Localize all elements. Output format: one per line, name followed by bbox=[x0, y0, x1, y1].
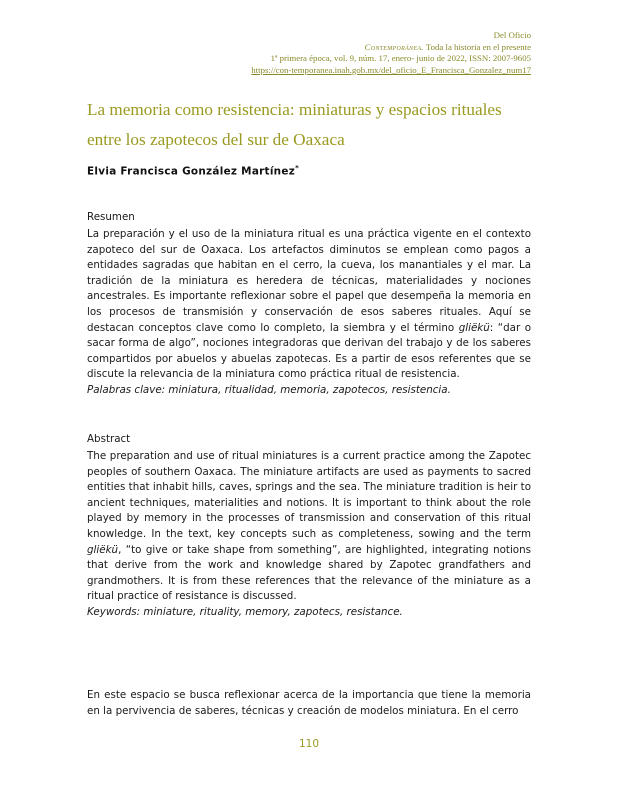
resumen-text-part-1: La preparación y el uso de la miniatura ritual es una práctica vigente en el contexto zapoteco del sur de Oaxaca. Los artefactos diminutos se emplean como pagos a entidades sagradas que habitan en el cerro, la cueva, los manantiales y el mar. La tradición de la miniatura es heredera de técnicas, materialidades y nociones ancestrales. Es importante reflexionar sobre el papel que desempeña la memoria en los procesos de transmisión y conservación de esos saberes rituales. Aquí se destacan conceptos clave como lo completo, la siembra y el término bbox=[87, 228, 531, 334]
abstract-keywords: Keywords: miniature, rituality, memory, zapotecs, resistance. bbox=[87, 605, 403, 618]
resumen-heading: Resumen bbox=[87, 211, 135, 223]
abstract-text-part-1: The preparation and use of ritual miniatures is a current practice among the Zapotec peoples of southern Oaxaca. The miniature artifacts are used as payments to sacred entities that inhabit hills, caves, springs and the sea. The miniature tradition is heir to ancient techniques, materialities and notions. It is important to think about the role played by memory in the processes of transmission and conservation of this ritual knowledge. In the text, key concepts such as completeness, sowing and the term bbox=[87, 450, 531, 540]
page-number: 110 bbox=[298, 738, 320, 750]
journal-name: Contemporánea. bbox=[364, 41, 424, 52]
abstract-heading: Abstract bbox=[87, 433, 131, 445]
journal-tagline: Toda la historia en el presente bbox=[423, 41, 531, 52]
journal-line bbox=[131, 42, 531, 54]
resumen-keywords: Palabras clave: miniatura, ritualidad, memoria, zapotecos, resistencia. bbox=[87, 383, 451, 396]
issue-info: 1ª primera época, vol. 9, núm. 17, enero- junio de 2022, ISSN: 2007-9605 bbox=[270, 53, 531, 64]
section-label: Del Oficio bbox=[493, 30, 531, 40]
running-header bbox=[131, 30, 531, 76]
resumen-text-part-2: : “dar o sacar forma de algo”, nociones integradoras que derivan del trabajo y de los saberes compartidos por abuelos y abuelas zapotecas. Es a partir de esos referentes que se discute la relevancia de la miniatura como práctica ritual de resistencia. bbox=[87, 321, 531, 381]
abstract-text-part-2: , “to give or take shape from something”, are highlighted, integrating notions that derive from the work and knowledge shared by Zapotec grandfathers and grandmothers. It is from these references that the relevance of the miniature as a ritual practice of resistance is discussed. bbox=[87, 543, 531, 603]
intro-paragraph: En este espacio se busca reflexionar acerca de la importancia que tiene la memoria en la pervivencia de saberes, técnicas y creación de modelos miniatura. En el cerro bbox=[87, 689, 531, 717]
author-footnote-mark[interactable]: * bbox=[295, 164, 300, 172]
resumen-body bbox=[87, 227, 531, 399]
author-name-text: Elvia Francisca González Martínez bbox=[87, 165, 296, 178]
article-title: La memoria como resistencia: miniaturas y espacios rituales entre los zapotecos del sur de Oaxaca bbox=[87, 100, 502, 149]
abstract-term: gliëkü bbox=[87, 543, 119, 556]
abstract-body bbox=[87, 449, 531, 621]
resumen-term: gliëkü bbox=[458, 321, 490, 334]
article-url-link[interactable]: https://con-temporanea.inah.gob.mx/del_oficio_E_Francisca_Gonzalez_num17 bbox=[251, 64, 531, 75]
author-name bbox=[87, 164, 299, 177]
